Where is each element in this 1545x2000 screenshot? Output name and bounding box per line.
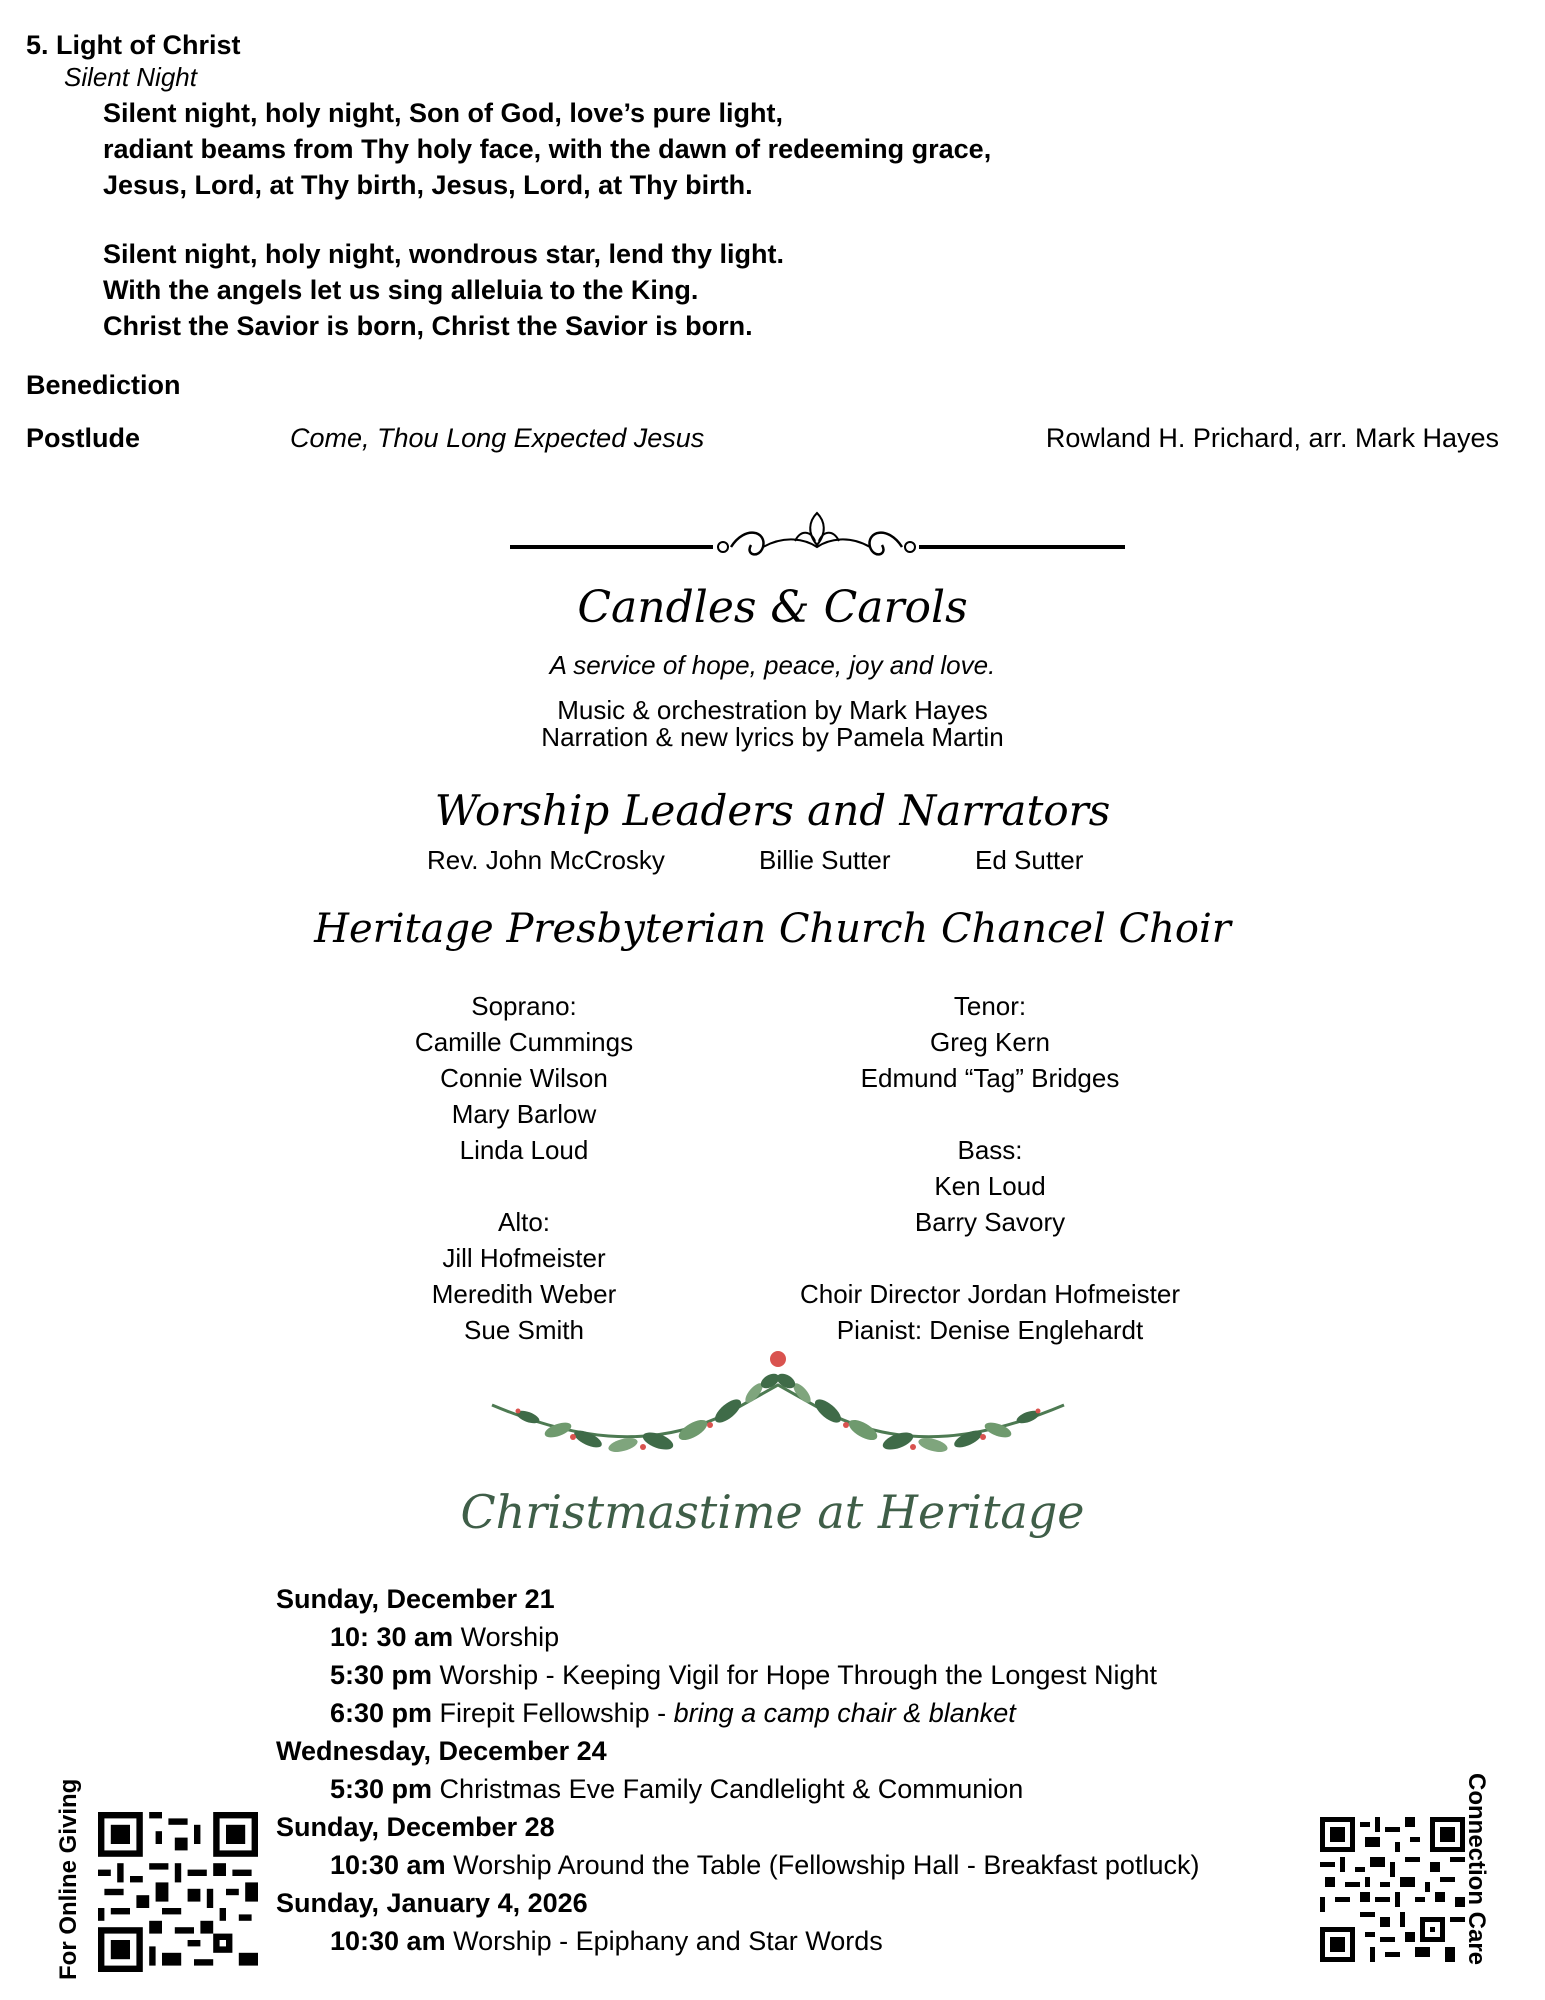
choir-left-column (324, 988, 724, 1348)
event-desc: Firepit Fellowship - (432, 1698, 674, 1728)
schedule-day: Sunday, December 21 (276, 1584, 555, 1614)
service-subtitle: A service of hope, peace, joy and love. (549, 650, 996, 680)
connection-care-qr-code[interactable] (1320, 1817, 1465, 1962)
choir-member: Jill Hofmeister (442, 1243, 606, 1273)
choir-spacer (324, 1168, 724, 1204)
choir-voice-label: Soprano: (471, 991, 577, 1021)
event-desc: Christmas Eve Family Candlelight & Communion (432, 1774, 1024, 1804)
verse2-line2: With the angels let us sing alleluia to the King. (103, 275, 699, 305)
choir-director: Choir Director Jordan Hofmeister (799, 1279, 1180, 1309)
choir-spacer (790, 1096, 1190, 1132)
schedule-event (276, 1694, 1199, 1732)
event-note: bring a camp chair & blanket (673, 1698, 1016, 1728)
garland-decoration (488, 1345, 1068, 1465)
event-time: 10: 30 am (330, 1622, 454, 1652)
choir-member: Linda Loud (459, 1135, 589, 1165)
schedule-day: Sunday, December 28 (276, 1812, 555, 1842)
leader-name: Billie Sutter (759, 845, 891, 875)
verse1-line1: Silent night, holy night, Son of God, love’s pure light, (103, 98, 783, 128)
event-desc: Worship Around the Table (Fellowship Hall - Breakfast potluck) (445, 1850, 1200, 1880)
online-giving-qr-code[interactable] (98, 1812, 258, 1972)
event-desc: Worship (453, 1622, 560, 1652)
choir-member: Connie Wilson (440, 1063, 608, 1093)
leaders-heading: Worship Leaders and Narrators (434, 786, 1111, 835)
christmas-schedule (276, 1580, 1199, 1960)
choir-voice-label: Tenor: (953, 991, 1027, 1021)
benediction: Benediction (26, 370, 181, 400)
event-time: 6:30 pm (330, 1698, 433, 1728)
online-giving-label: For Online Giving (55, 1778, 82, 1980)
verse2-line3: Christ the Savior is born, Christ the Savior is born. (103, 311, 753, 341)
event-time: 10:30 am (330, 1926, 446, 1956)
schedule-event (276, 1618, 1199, 1656)
choir-member: Barry Savory (914, 1207, 1066, 1237)
schedule-day: Wednesday, December 24 (276, 1736, 607, 1766)
choir-voice-label: Alto: (497, 1207, 551, 1237)
choir-pianist: Pianist: Denise Englehardt (836, 1315, 1144, 1345)
schedule-event (276, 1656, 1199, 1694)
hymn-tune: Silent Night (64, 62, 197, 92)
event-time: 5:30 pm (330, 1774, 433, 1804)
postlude-label: Postlude (26, 423, 141, 453)
service-credit-music: Music & orchestration by Mark Hayes (557, 695, 988, 725)
verse1-line3: Jesus, Lord, at Thy birth, Jesus, Lord, at Thy birth. (103, 170, 753, 200)
choir-right-column (790, 988, 1190, 1348)
choir-member: Meredith Weber (431, 1279, 617, 1309)
choir-member: Camille Cummings (414, 1027, 634, 1057)
event-desc: Worship - Keeping Vigil for Hope Through the Longest Night (432, 1660, 1157, 1690)
choir-voice-label: Bass: (957, 1135, 1023, 1165)
postlude-title: Come, Thou Long Expected Jesus (290, 423, 705, 453)
event-time: 5:30 pm (330, 1660, 433, 1690)
christmastime-heading: Christmastime at Heritage (460, 1485, 1085, 1539)
choir-member: Mary Barlow (451, 1099, 597, 1129)
schedule-event (276, 1770, 1199, 1808)
ornament-divider (505, 505, 1130, 565)
verse2-line1: Silent night, holy night, wondrous star, lend thy light. (103, 239, 784, 269)
choir-member: Ken Loud (934, 1171, 1046, 1201)
service-title: Candles & Carols (577, 582, 968, 633)
leader-name: Rev. John McCrosky (427, 845, 665, 875)
schedule-event (276, 1846, 1199, 1884)
event-time: 10:30 am (330, 1850, 446, 1880)
verse1-line2: radiant beams from Thy holy face, with the dawn of redeeming grace, (103, 134, 992, 164)
event-desc: Worship - Epiphany and Star Words (445, 1926, 883, 1956)
service-credit-narration: Narration & new lyrics by Pamela Martin (541, 722, 1004, 752)
choir-member: Edmund “Tag” Bridges (860, 1063, 1120, 1093)
schedule-day: Sunday, January 4, 2026 (276, 1888, 588, 1918)
choir-member: Greg Kern (930, 1027, 1050, 1057)
schedule-event (276, 1922, 1199, 1960)
choir-spacer (790, 1240, 1190, 1276)
connection-care-label: Connection Care (1463, 1773, 1490, 1966)
leader-name: Ed Sutter (975, 845, 1084, 875)
hymn-title: 5. Light of Christ (26, 30, 241, 60)
choir-heading: Heritage Presbyterian Church Chancel Choir (314, 906, 1231, 952)
postlude-composer: Rowland H. Prichard, arr. Mark Hayes (1045, 423, 1499, 453)
choir-member: Sue Smith (464, 1315, 584, 1345)
